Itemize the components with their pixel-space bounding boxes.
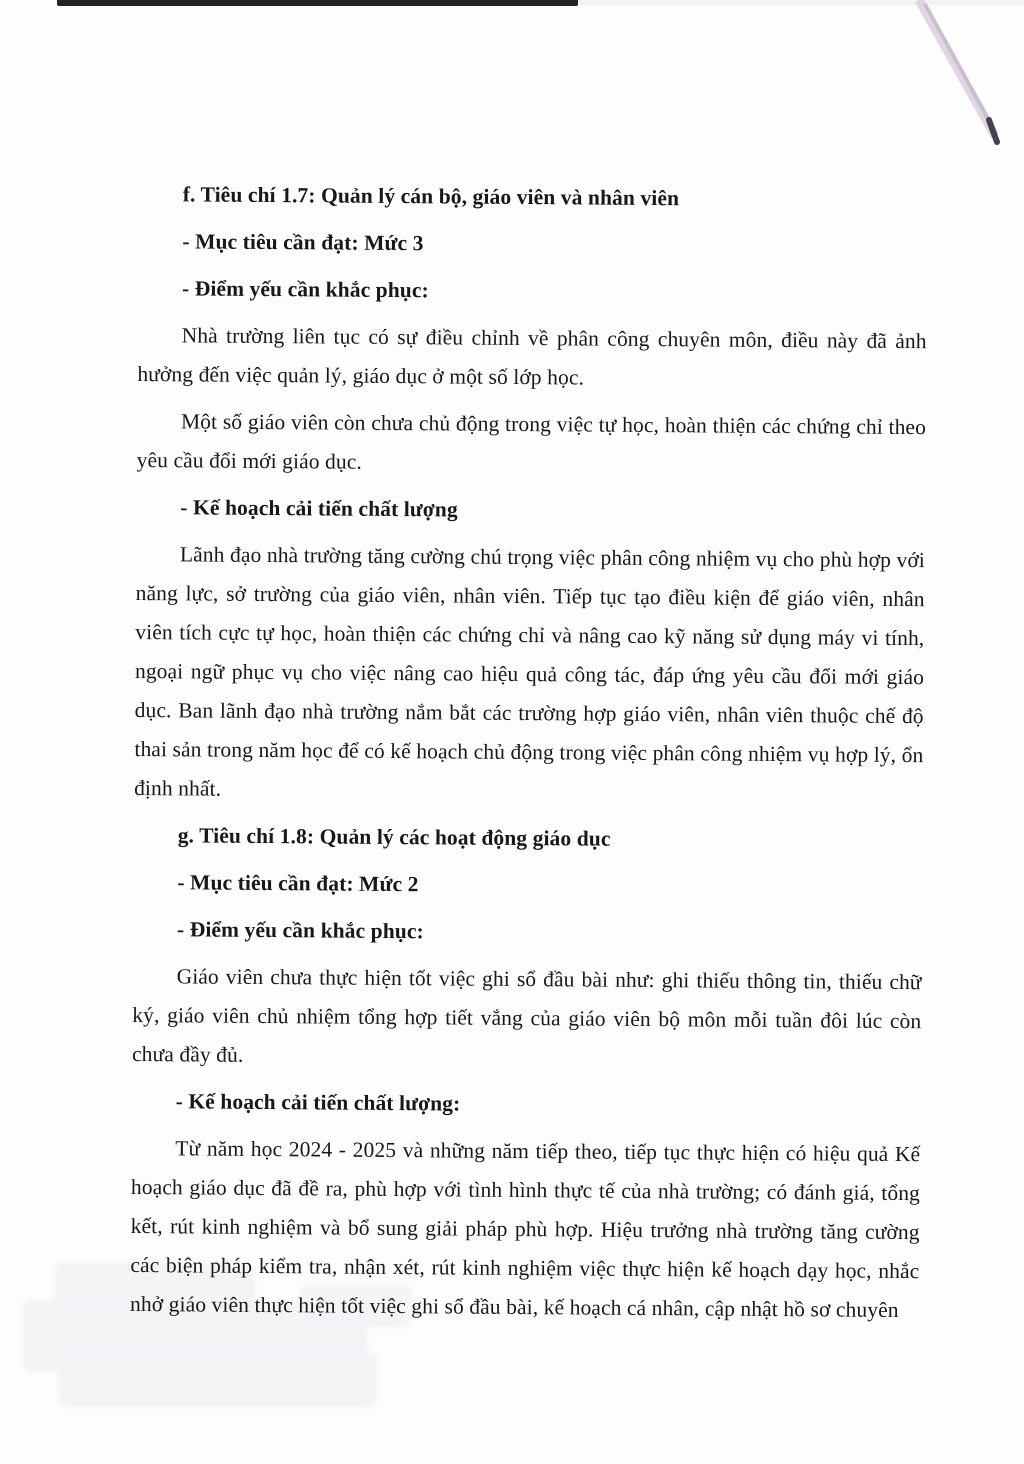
- improvement-plan-heading-1-7: - Kế hoạch cải tiến chất lượng: [180, 495, 458, 522]
- improvement-plan-paragraph-1: Lãnh đạo nhà trường tăng cường chú trọng việc phân công nhiệm vụ cho phù hợp với năng lực, sở trường của giáo viên, nhân viên. Tiếp tục tạo điều kiện để giáo viên, nhân viên tích cực tự học, hoàn thiện các chứng chỉ và nâng cao kỹ năng sử dụng máy vi tính, ngoại ngữ phục vụ cho việc nâng cao hiệu quả công tác, đáp ứng yêu cầu đổi mới giáo dục. Ban lãnh đạo nhà trường nắm bắt các trường hợp giáo viên, nhân viên thuộc chế độ thai sản trong năm học để có kế hoạch chủ động trong việc phân công nhiệm vụ hợp lý, ổn định nhất.: [134, 542, 926, 801]
- document-body: [130, 167, 928, 1338]
- weakness-paragraph-2: Một số giáo viên còn chưa chủ động trong việc tự học, hoàn thiện các chứng chỉ theo yêu cầu đổi mới giáo dục.: [136, 409, 927, 474]
- scan-edge-bar: [57, 0, 578, 6]
- improvement-plan-paragraph-2: Từ năm học 2024 - 2025 và những năm tiếp theo, tiếp tục thực hiện có hiệu quả Kế hoạch giáo dục đã đề ra, phù hợp với tình hình thực tế của nhà trường; có đánh giá, tổng kết, rút kinh nghiệm và bổ sung giải pháp phù hợp. Hiệu trưởng nhà trường tăng cường các biện pháp kiểm tra, nhận xét, rút kinh nghiệm việc thực hiện kế hoạch dạy học, nhắc nhở giáo viên thực hiện tốt việc ghi sổ đầu bài, kế hoạch cá nhân, cập nhật hồ sơ chuyên: [129, 1136, 921, 1323]
- page-fold-mark-icon: [905, 0, 1020, 155]
- scan-smudge: [58, 1352, 378, 1407]
- weakness-heading-1-7: - Điểm yếu cần khắc phục:: [181, 276, 429, 303]
- weakness-paragraph-3: Giáo viên chưa thực hiện tốt việc ghi sổ đầu bài như: ghi thiếu thông tin, thiếu chữ ký, giáo viên chủ nhiệm tổng hợp tiết vắng của giáo viên bộ môn mỗi tuần đôi lúc còn chưa đầy đủ.: [131, 964, 922, 1067]
- criterion-1-7-heading: f. Tiêu chí 1.7: Quản lý cán bộ, giáo viên và nhân viên: [182, 182, 680, 211]
- weakness-paragraph-1: Nhà trường liên tục có sự điều chỉnh về phân công chuyên môn, điều này đã ảnh hưởng đến việc quản lý, giáo dục ở một số lớp học.: [137, 323, 927, 390]
- target-level-1-8: - Mục tiêu cần đạt: Mức 2: [177, 870, 419, 897]
- weakness-heading-1-8: - Điểm yếu cần khắc phục:: [176, 917, 424, 944]
- improvement-plan-heading-1-8: - Kế hoạch cải tiến chất lượng:: [175, 1089, 461, 1116]
- criterion-1-8-heading: g. Tiêu chí 1.8: Quản lý các hoạt động giáo dục: [177, 823, 611, 851]
- target-level-1-7: - Mục tiêu cần đạt: Mức 3: [182, 229, 424, 256]
